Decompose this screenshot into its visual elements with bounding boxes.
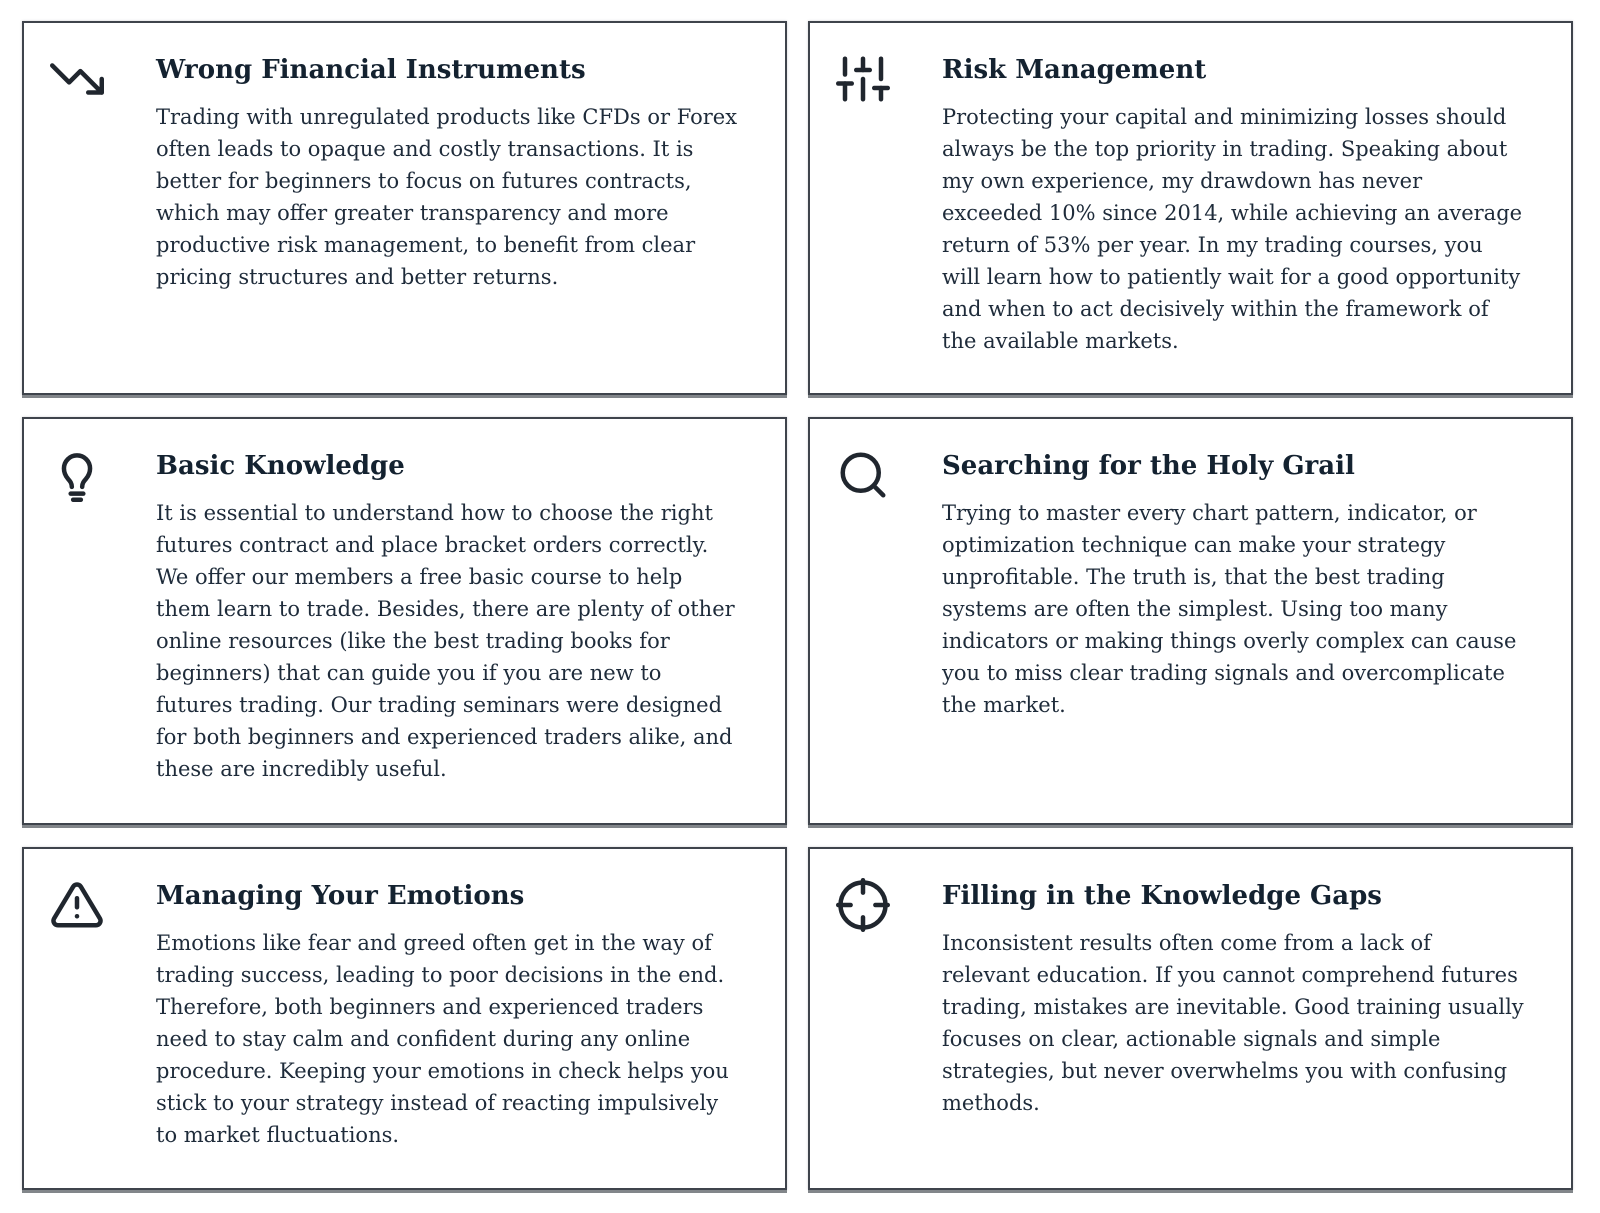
alert-triangle-icon (50, 878, 104, 932)
card-icon-area (810, 23, 942, 393)
sliders-icon (836, 52, 890, 106)
card-text-area (156, 849, 785, 1188)
card-text-area (942, 419, 1571, 823)
card-icon-area (810, 419, 942, 823)
card-title: Basic Knowledge (156, 451, 405, 481)
card-body: Trading with unregulated products like CFDs or Forex often leads to opaque and costly transactions. It is better for beginners to focus on futures contracts, which may offer greater transparency and more productive risk management, to benefit from clear pricing structures and better returns. (156, 105, 738, 289)
card-icon-area (24, 419, 156, 823)
card-body: Emotions like fear and greed often get in the way of trading success, leading to poor decisions in the end. Therefore, both beginners and experienced traders need to stay calm and confident during any online procedure. Keeping your emotions in check helps you stick to your strategy instead of reacting impulsively to market fluctuations. (156, 931, 729, 1147)
card-knowledge-gaps (808, 847, 1573, 1190)
trending-down-icon (50, 52, 104, 106)
card-text-area (156, 23, 785, 393)
card-title: Managing Your Emotions (156, 881, 525, 911)
card-icon-area (810, 849, 942, 1188)
card-title: Wrong Financial Instruments (156, 55, 586, 85)
card-title: Filling in the Knowledge Gaps (942, 881, 1382, 911)
lightbulb-icon (50, 448, 104, 502)
card-icon-area (24, 23, 156, 393)
card-body: Inconsistent results often come from a lack of relevant education. If you cannot comprehend futures trading, mistakes are inevitable. Good training usually focuses on clear, actionable signals and simple strategies, but never overwhelms you with confusing methods. (942, 931, 1524, 1115)
crosshair-icon (836, 878, 890, 932)
card-body: Trying to master every chart pattern, indicator, or optimization technique can make your strategy unprofitable. The truth is, that the best trading systems are often the simplest. Using too many indicators or making things overly complex can cause you to miss clear trading signals and overcomplicate the market. (942, 501, 1517, 717)
search-icon (836, 448, 890, 502)
card-risk-management (808, 21, 1573, 395)
card-body: Protecting your capital and minimizing losses should always be the top priority in trading. Speaking about my own experience, my drawdown has never exceeded 10% since 2014, while achieving an average return of 53% per year. In my trading courses, you will learn how to patiently wait for a good opportunity and when to act decisively within the framework of the available markets. (942, 105, 1523, 353)
card-managing-emotions (22, 847, 787, 1190)
card-basic-knowledge (22, 417, 787, 825)
card-text-area (942, 23, 1571, 393)
card-text-area (156, 419, 785, 823)
card-searching-holy-grail (808, 417, 1573, 825)
card-text-area (942, 849, 1571, 1188)
card-wrong-financial-instruments (22, 21, 787, 395)
card-body: It is essential to understand how to choose the right futures contract and place bracket orders correctly. We offer our members a free basic course to help them learn to trade. Besides, there are plenty of other online resources (like the best trading books for beginners) that can guide you if you are new to futures trading. Our trading seminars were designed for both beginners and experienced traders alike, and these are incredibly useful. (156, 501, 735, 781)
card-title: Risk Management (942, 55, 1207, 85)
card-title: Searching for the Holy Grail (942, 451, 1355, 481)
card-icon-area (24, 849, 156, 1188)
